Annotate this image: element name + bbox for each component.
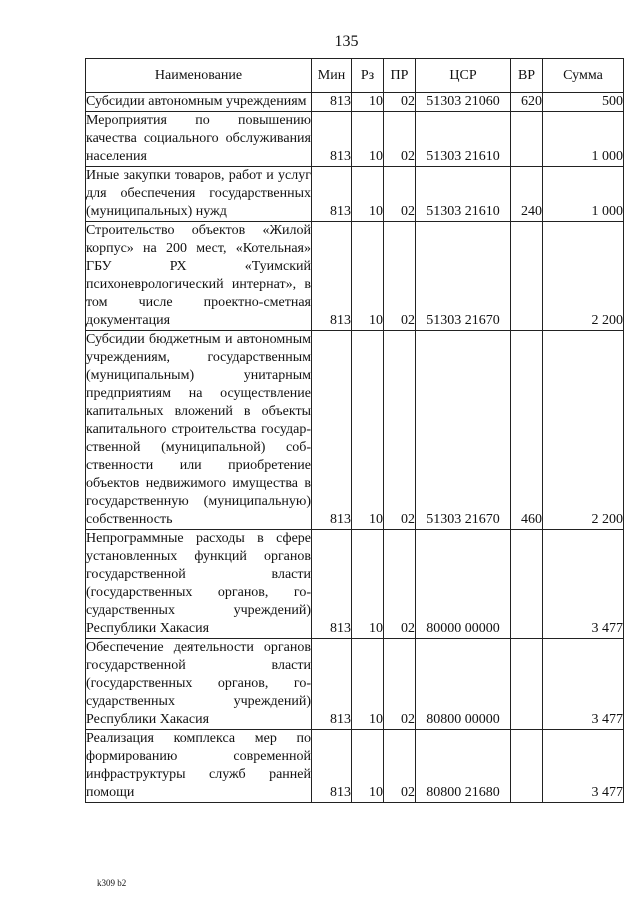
row-sum: 2 200 bbox=[543, 222, 624, 331]
row-min: 813 bbox=[312, 112, 352, 167]
budget-table bbox=[85, 58, 624, 803]
row-csr: 51303 21060 bbox=[416, 93, 511, 112]
row-sum: 500 bbox=[543, 93, 624, 112]
table-row bbox=[86, 639, 624, 730]
row-min: 813 bbox=[312, 167, 352, 222]
row-csr: 51303 21610 bbox=[416, 112, 511, 167]
row-rz: 10 bbox=[352, 639, 384, 730]
row-vr bbox=[511, 639, 543, 730]
row-csr: 80000 00000 bbox=[416, 530, 511, 639]
row-rz: 10 bbox=[352, 222, 384, 331]
table-row bbox=[86, 222, 624, 331]
row-sum: 1 000 bbox=[543, 167, 624, 222]
row-name: Обеспечение деятельности органов государственной власти (государственных органов, государственных учреждений) Республики Хакасия bbox=[86, 639, 312, 730]
row-sum: 2 200 bbox=[543, 331, 624, 530]
row-pr: 02 bbox=[384, 639, 416, 730]
row-csr: 51303 21670 bbox=[416, 331, 511, 530]
table-row bbox=[86, 730, 624, 803]
header-min: Мин bbox=[312, 59, 352, 93]
row-pr: 02 bbox=[384, 167, 416, 222]
table-row bbox=[86, 112, 624, 167]
row-min: 813 bbox=[312, 530, 352, 639]
row-name: Субсидии автономным учреждениям bbox=[86, 93, 312, 112]
row-vr bbox=[511, 112, 543, 167]
row-vr: 620 bbox=[511, 93, 543, 112]
row-name: Иные закупки товаров, работ и услуг для обеспечения государственных (муниципальных) нужд bbox=[86, 167, 312, 222]
row-rz: 10 bbox=[352, 331, 384, 530]
row-sum: 3 477 bbox=[543, 730, 624, 803]
row-csr: 51303 21610 bbox=[416, 167, 511, 222]
row-csr: 51303 21670 bbox=[416, 222, 511, 331]
header-rz: Рз bbox=[352, 59, 384, 93]
row-min: 813 bbox=[312, 222, 352, 331]
table-row bbox=[86, 93, 624, 112]
row-pr: 02 bbox=[384, 222, 416, 331]
table-row bbox=[86, 530, 624, 639]
row-pr: 02 bbox=[384, 730, 416, 803]
row-rz: 10 bbox=[352, 93, 384, 112]
row-min: 813 bbox=[312, 93, 352, 112]
row-pr: 02 bbox=[384, 112, 416, 167]
row-pr: 02 bbox=[384, 93, 416, 112]
row-vr: 240 bbox=[511, 167, 543, 222]
row-pr: 02 bbox=[384, 530, 416, 639]
row-name: Строительство объектов «Жилой корпус» на 200 мест, «Котельная» ГБУ РХ «Туимский психоневрологический интернат», в том числе проектно-сметная документация bbox=[86, 222, 312, 331]
row-min: 813 bbox=[312, 730, 352, 803]
row-vr bbox=[511, 222, 543, 331]
row-name: Мероприятия по повышению качества социального обслуживания населения bbox=[86, 112, 312, 167]
row-sum: 1 000 bbox=[543, 112, 624, 167]
page-number: 135 bbox=[334, 33, 359, 50]
table-row bbox=[86, 167, 624, 222]
row-vr: 460 bbox=[511, 331, 543, 530]
table-header-row bbox=[86, 59, 624, 93]
row-csr: 80800 21680 bbox=[416, 730, 511, 803]
row-name: Реализация комплекса мер по формированию современной инфраструктуры служб ранней помощи bbox=[86, 730, 312, 803]
row-min: 813 bbox=[312, 331, 352, 530]
row-rz: 10 bbox=[352, 167, 384, 222]
row-csr: 80800 00000 bbox=[416, 639, 511, 730]
header-csr: ЦСР bbox=[416, 59, 511, 93]
row-rz: 10 bbox=[352, 112, 384, 167]
row-sum: 3 477 bbox=[543, 530, 624, 639]
row-rz: 10 bbox=[352, 730, 384, 803]
header-pr: ПР bbox=[384, 59, 416, 93]
row-name: Непрограммные расходы в сфере установленных функций органов государственной власти (государственных органов, государственных учреждений) Республики Хакасия bbox=[86, 530, 312, 639]
document-code: k309 b2 bbox=[97, 878, 127, 888]
table-row bbox=[86, 331, 624, 530]
row-min: 813 bbox=[312, 639, 352, 730]
row-vr bbox=[511, 530, 543, 639]
row-pr: 02 bbox=[384, 331, 416, 530]
row-rz: 10 bbox=[352, 530, 384, 639]
row-vr bbox=[511, 730, 543, 803]
row-sum: 3 477 bbox=[543, 639, 624, 730]
row-name: Субсидии бюджетным и автономным учреждениям, государственным (муниципальным) унитарным предприятиям на осуществление капитальных вложений в объекты капитального строительства государственной (муниципальной) собственности или приобретение объектов недвижимого имущества в государственную (муниципальную) собственность bbox=[86, 331, 312, 530]
header-sum: Сумма bbox=[543, 59, 624, 93]
header-vr: ВР bbox=[511, 59, 543, 93]
header-name: Наименование bbox=[86, 59, 312, 93]
